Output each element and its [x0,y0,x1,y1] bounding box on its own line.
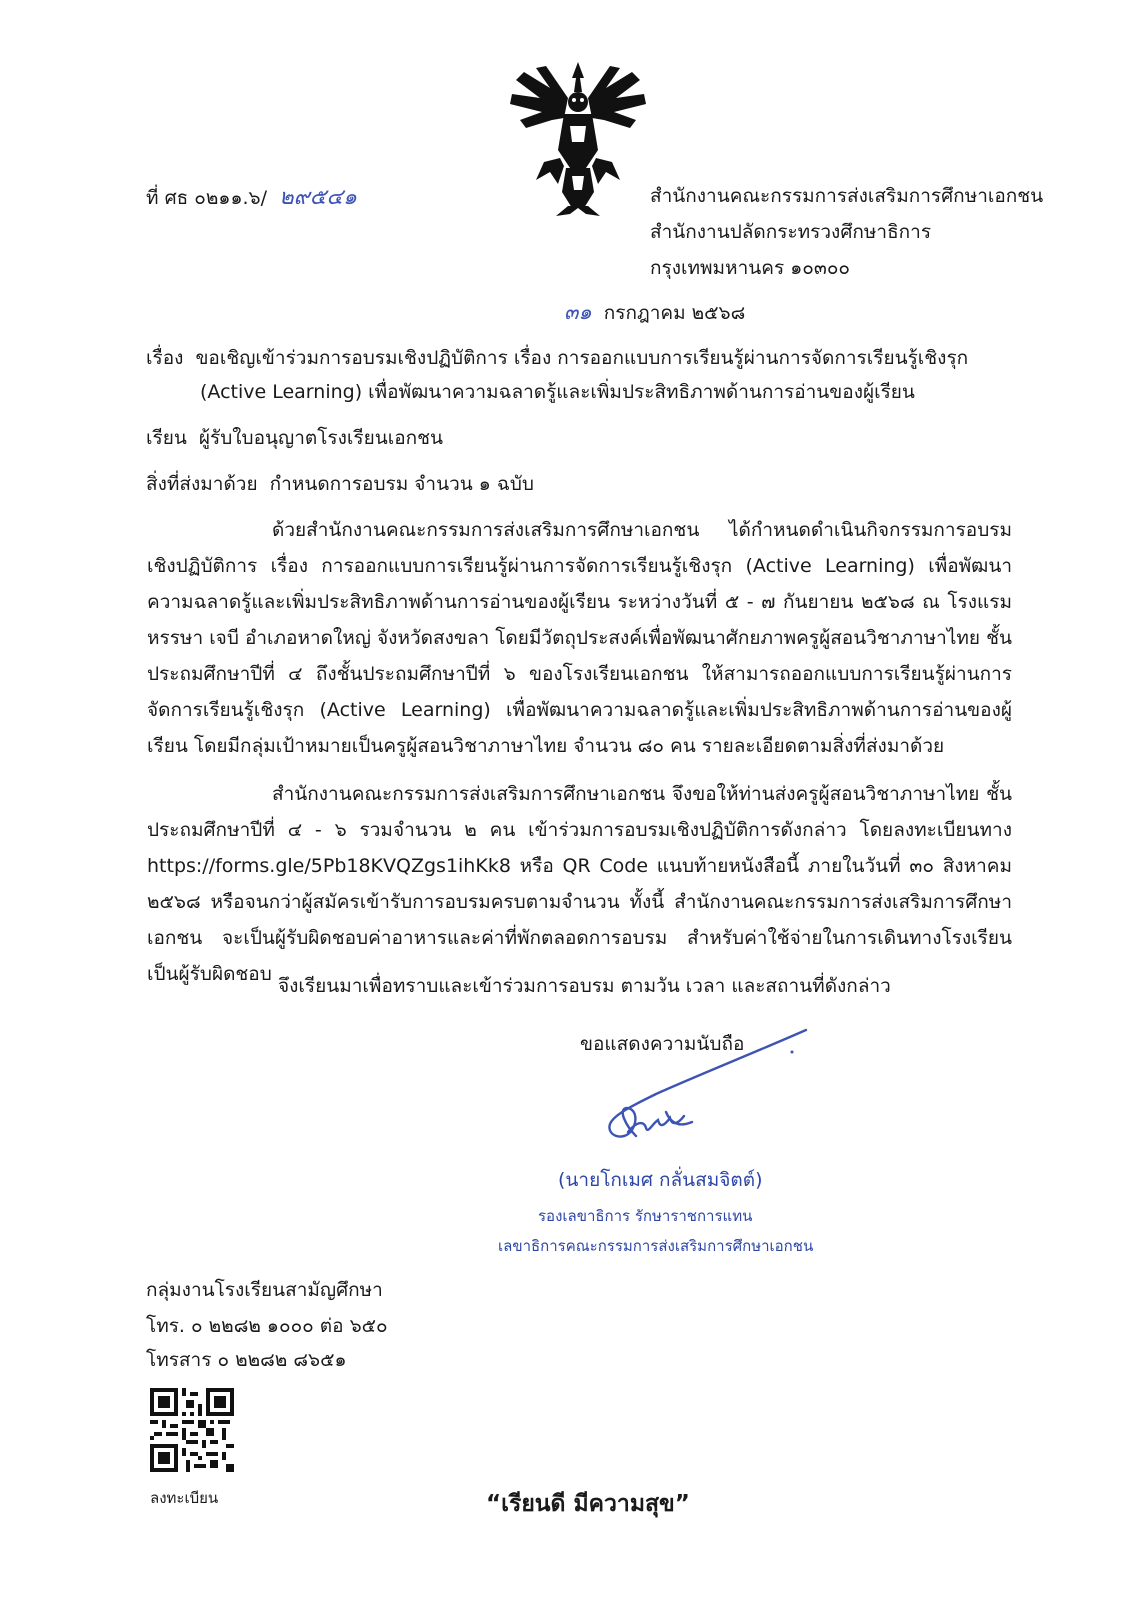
sender-line-1: สำนักงานคณะกรรมการส่งเสริมการศึกษาเอกชน [650,185,1044,207]
signatory-title-1: รองเลขาธิการ รักษาราชการแทน [538,1207,753,1225]
body-paragraph-2 [147,776,1012,992]
sender-line-2: สำนักงานปลัดกระทรวงศึกษาธิการ [650,221,932,243]
closing: ขอแสดงความนับถือ [580,1033,745,1055]
document-number-prefix: ที่ ศธ ๐๒๑๑.๖/ [146,187,268,209]
enclosure [146,472,534,496]
subject-label: เรื่อง [146,347,184,369]
enclosure-label: สิ่งที่ส่งมาด้วย [146,473,258,495]
enclosure-text: กำหนดการอบรม จำนวน ๑ ฉบับ [269,473,534,495]
qr-caption: ลงทะเบียน [150,1489,219,1507]
subject-line-2: (Active Learning) เพื่อพัฒนาความฉลาดรู้และเพิ่มประสิทธิภาพด้านการอ่านของผู้เรียน [200,381,915,403]
subject-line-1: ขอเชิญเข้าร่วมการอบรมเชิงปฏิบัติการ เรื่อง การออกแบบการเรียนรู้ผ่านการจัดการเรียนรู้เชิงรุก [195,347,969,369]
addressee [146,426,443,450]
contact-fax: โทรสาร ๐ ๒๒๘๒ ๘๖๕๑ [146,1349,347,1371]
motto: “เรียนดี มีความสุข” [486,1491,690,1517]
body-paragraph-2-text: สำนักงานคณะกรรมการส่งเสริมการศึกษาเอกชน จึงขอให้ท่านส่งครูผู้สอนวิชาภาษาไทย ชั้นประถมศึกษาปีที่ ๔ - ๖ รวมจำนวน ๒ คน เข้าร่วมการอบรมเชิงปฏิบัติการดังกล่าว โดยลงทะเบียนทาง https://forms.gle/5Pb18KVQZgs1ihKk8 หรือ QR Code แนบท้ายหนังสือนี้ ภายในวันที่ ๓๐ สิงหาคม ๒๕๖๘ หรือจนกว่าผู้สมัครเข้ารับการอบรมครบตามจำนวน ทั้งนี้ สำนักงานคณะกรรมการส่งเสริมการศึกษาเอกชน จะเป็นผู้รับผิดชอบค่าอาหารและค่าที่พักตลอดการอบรม สำหรับค่าใช้จ่ายในการเดินทางโรงเรียนเป็นผู้รับผิดชอบ [147,783,1012,985]
date-text: กรกฎาคม ๒๕๖๘ [603,302,746,324]
date-day-handwritten: ๓๑ [564,300,592,324]
signatory-title-2: เลขาธิการคณะกรรมการส่งเสริมการศึกษาเอกชน [498,1237,814,1255]
body-paragraph-3: จึงเรียนมาเพื่อทราบและเข้าร่วมการอบรม ตามวัน เวลา และสถานที่ดังกล่าว [278,975,891,997]
document-date [564,300,745,325]
body-paragraph-1-text: ด้วยสำนักงานคณะกรรมการส่งเสริมการศึกษาเอกชน ได้กำหนดดำเนินกิจกรรมการอบรมเชิงปฏิบัติการ เรื่อง การออกแบบการเรียนรู้ผ่านการจัดการเรียนรู้เชิงรุก (Active Learning) เพื่อพัฒนาความฉลาดรู้และเพิ่มประสิทธิภาพด้านการอ่านของผู้เรียน ระหว่างวันที่ ๕ - ๗ กันยายน ๒๕๖๘ ณ โรงแรมหรรษา เจบี อำเภอหาดใหญ่ จังหวัดสงขลา โดยมีวัตถุประสงค์เพื่อพัฒนาศักยภาพครูผู้สอนวิชาภาษาไทย ชั้นประถมศึกษาปีที่ ๔ ถึงชั้นประถมศึกษาปีที่ ๖ ของโรงเรียนเอกชน ให้สามารถออกแบบการเรียนรู้ผ่านการจัดการเรียนรู้เชิงรุก (Active Learning) เพื่อพัฒนาความฉลาดรู้และเพิ่มประสิทธิภาพด้านการอ่านของผู้เรียน โดยมีกลุ่มเป้าหมายเป็นครูผู้สอนวิชาภาษาไทย จำนวน ๘๐ คน รายละเอียดตามสิ่งที่ส่งมาด้วย [147,519,1012,757]
contact-department: กลุ่มงานโรงเรียนสามัญศึกษา [146,1279,383,1301]
document-number [146,186,357,210]
garuda-emblem [506,58,650,218]
sender-line-3: กรุงเทพมหานคร ๑๐๓๐๐ [650,257,851,279]
signature [596,1024,816,1154]
document-number-handwritten: ๒๙๕๔๑ [279,185,357,210]
subject [146,346,968,370]
signatory-name: (นายโกเมศ กลั่นสมจิตต์) [558,1169,763,1191]
addressee-label: เรียน [146,427,187,449]
contact-phone: โทร. ๐ ๒๒๘๒ ๑๐๐๐ ต่อ ๖๕๐ [146,1315,388,1337]
qr-code[interactable] [150,1388,234,1472]
addressee-text: ผู้รับใบอนุญาตโรงเรียนเอกชน [198,427,444,449]
body-paragraph-1 [147,512,1012,764]
